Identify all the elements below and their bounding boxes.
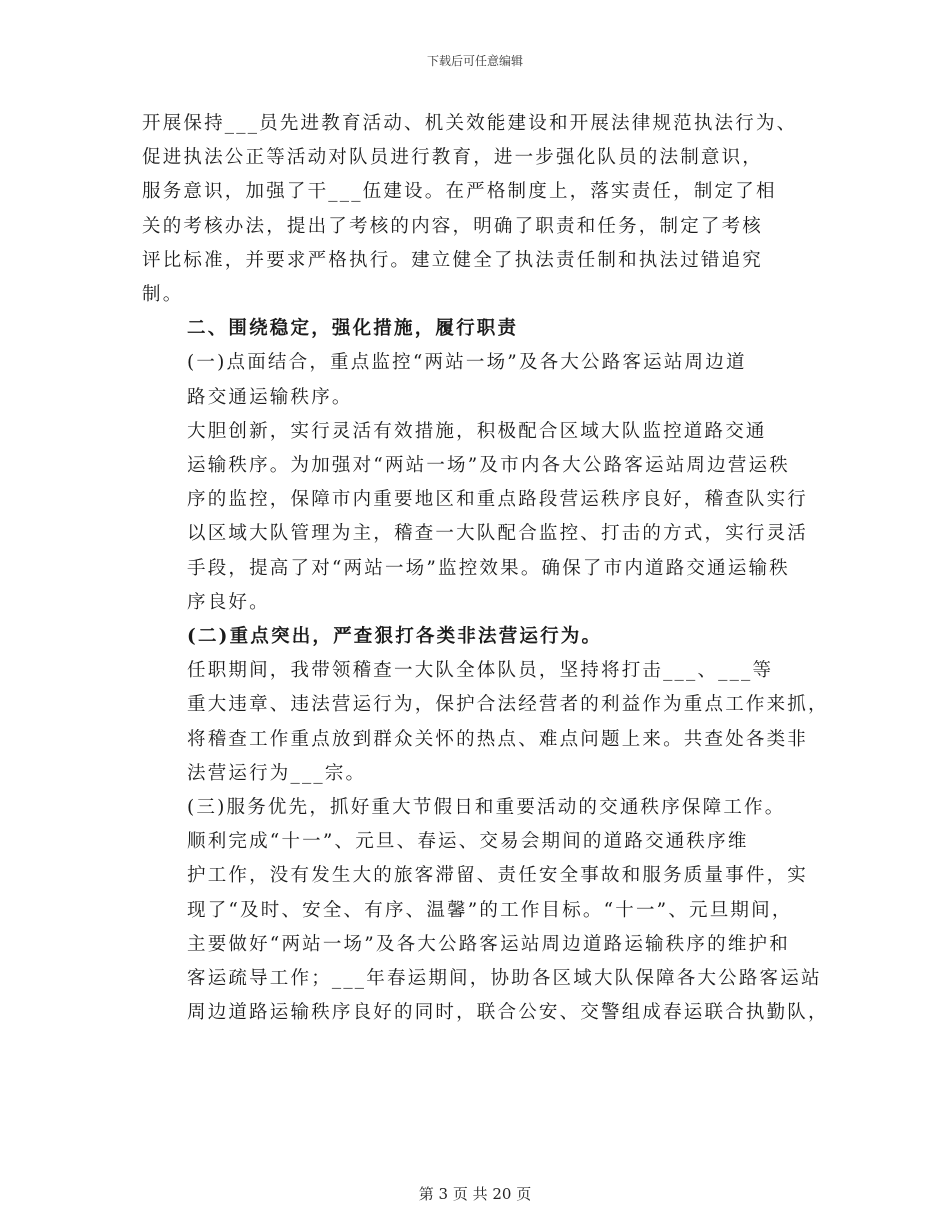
text-line: 顺利完成“十一”、元旦、春运、交易会期间的道路交通秩序维: [187, 831, 749, 853]
text-line: 任职期间，我带领稽查一大队全体队员，坚持将打击___、___等: [187, 660, 774, 682]
paragraph-education: [142, 107, 807, 312]
text-line: 现了“及时、安全、有序、温馨”的工作目标。“十一”、元旦期间，: [187, 899, 793, 921]
subsection-1: [142, 346, 807, 414]
text-line: (三)服务优先，抓好重大节假日和重要活动的交通秩序保障工作。: [187, 797, 786, 819]
text-line: 服务意识，加强了干___伍建设。在严格制度上，落实责任，制定了相: [142, 181, 777, 203]
text-line: 主要做好“两站一场”及各大公路客运站周边道路运输秩序的维护和: [187, 933, 790, 955]
page-header: 下载后可任意编辑: [426, 54, 523, 68]
text-line: 护工作，没有发生大的旅客滞留、责任安全事故和服务质量事件，实: [187, 865, 809, 887]
subsection-3: [142, 791, 807, 825]
text-line: 开展保持___员先进教育活动、机关效能建设和开展法律规范执法行为、: [142, 113, 798, 134]
section-heading-2: [142, 312, 807, 346]
subsection-heading-text: (二)重点突出，严查狠打各类非法营运行为。: [187, 626, 603, 648]
text-line: 促进执法公正等活动对队员进行教育，进一步强化队员的法制意识，: [142, 147, 764, 169]
text-line: 重大违章、违法营运行为，保护合法经营者的利益作为重点工作来抓，: [187, 694, 829, 716]
text-line: 运输秩序。为加强对“两站一场”及市内各大公路客运站周边营运秩: [187, 455, 790, 477]
text-line: 将稽查工作重点放到群众关怀的热点、难点问题上来。共查处各类非: [187, 728, 809, 750]
paragraph-innovation: [142, 415, 807, 620]
text-line: 路交通运输秩序。: [187, 386, 353, 408]
text-line: 评比标准，并要求严格执行。建立健全了执法责任制和执法过错追究: [142, 249, 764, 271]
text-line: 客运疏导工作；___年春运期间，协助各区域大队保障各大公路客运站: [187, 968, 822, 990]
text-line: (一)点面结合，重点监控“两站一场”及各大公路客运站周边道: [187, 352, 747, 374]
text-line: 制。: [142, 284, 184, 306]
document-body: [142, 107, 829, 1030]
text-line: 关的考核办法，提出了考核的内容，明确了职责和任务，制定了考核: [142, 215, 764, 237]
paragraph-holidays: [142, 825, 829, 1030]
section-heading-text: 二、围绕稳定，强化措施，履行职责: [187, 318, 519, 340]
page-number: 第 3 页 共 20 页: [418, 1185, 532, 1203]
text-line: 法营运行为___宗。: [187, 762, 367, 784]
text-line: 以区域大队管理为主，稽查一大队配合监控、打击的方式，实行灵活: [187, 523, 809, 545]
text-line: 序良好。: [187, 591, 270, 613]
text-line: 序的监控，保障市内重要地区和重点路段营运秩序良好，稽查队实行: [187, 489, 809, 511]
subsection-2-heading: [142, 620, 807, 654]
text-line: 大胆创新，实行灵活有效措施，积极配合区域大队监控道路交通: [187, 420, 767, 442]
text-line: 周边道路运输秩序良好的同时，联合公安、交警组成春运联合执勤队，: [187, 1002, 829, 1024]
text-line: 手段，提高了对“两站一场”监控效果。确保了市内道路交通运输秩: [187, 557, 790, 579]
paragraph-enforcement: [142, 654, 829, 791]
